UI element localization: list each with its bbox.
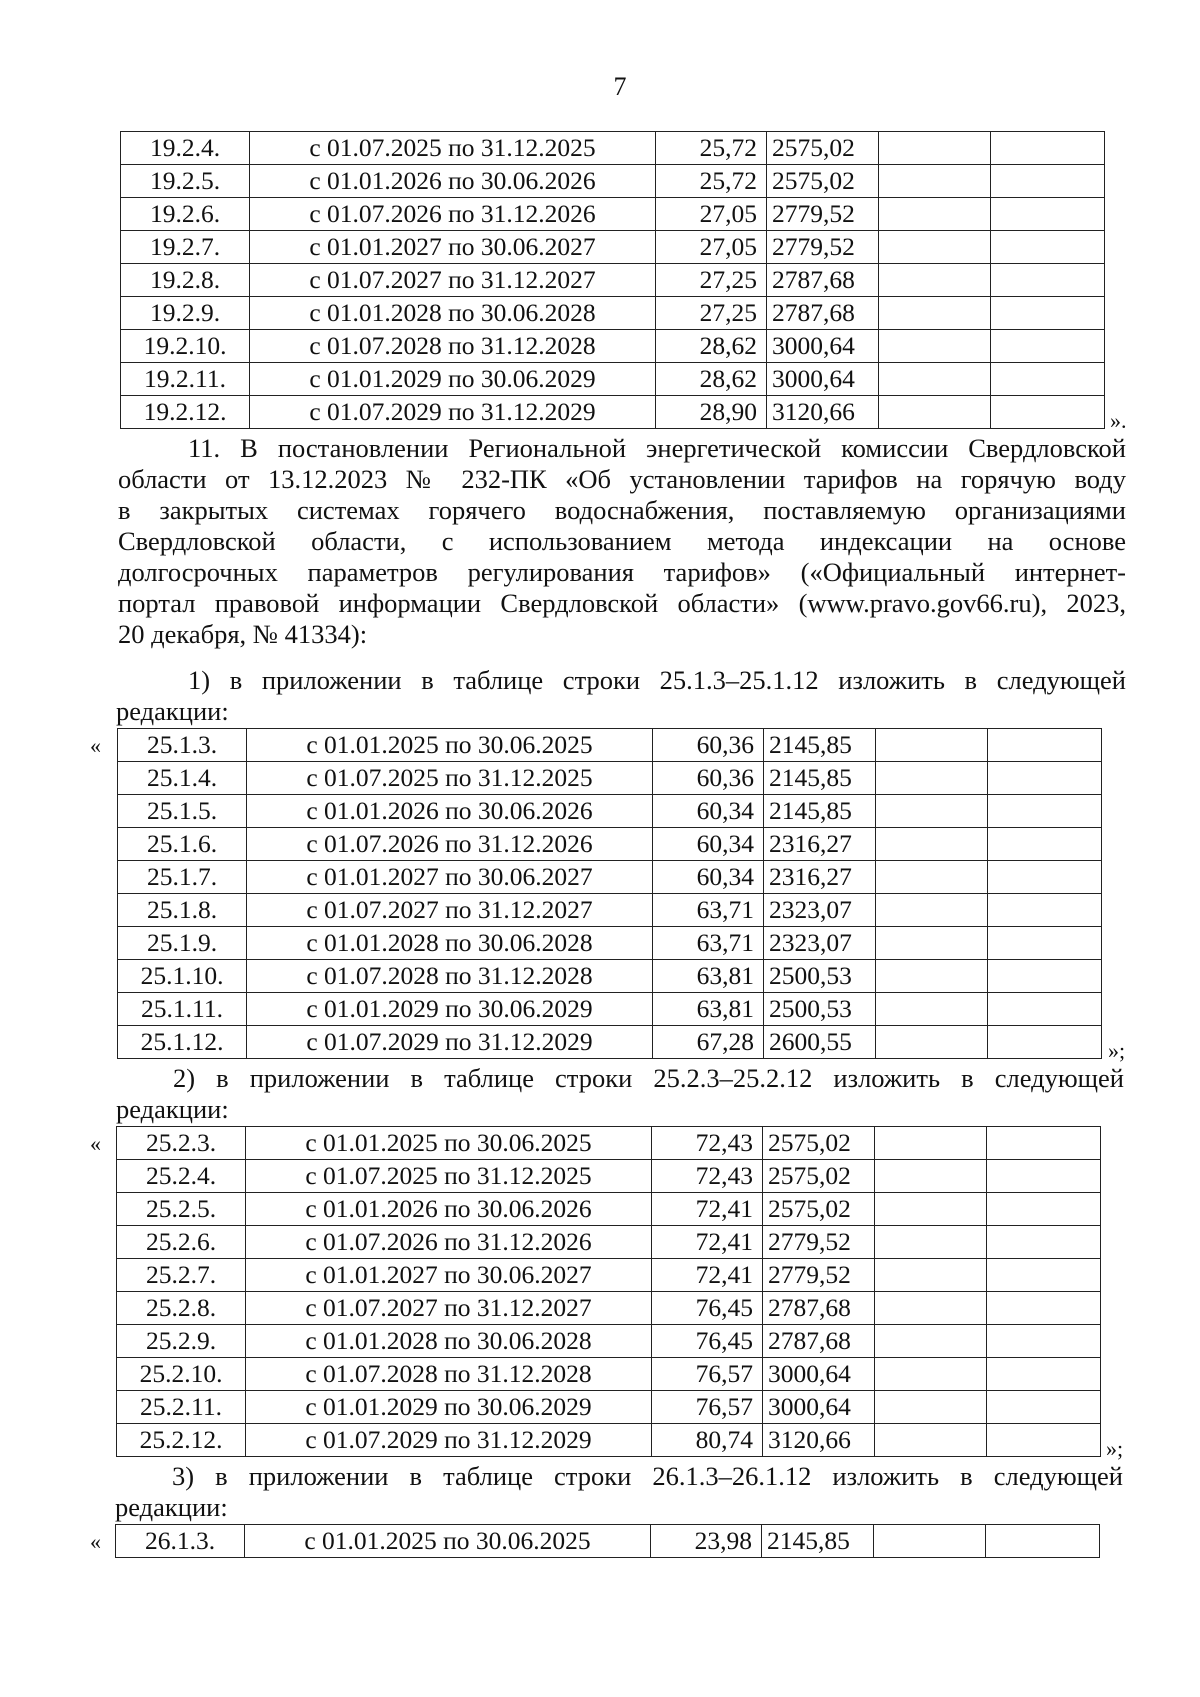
table-open-mark: « <box>90 733 101 758</box>
table-row <box>117 1226 1101 1259</box>
value-3-cell <box>879 297 991 330</box>
row-number-cell: 25.2.11. <box>117 1391 246 1424</box>
period-cell: с 01.07.2026 по 31.12.2026 <box>246 1226 652 1259</box>
value-4-cell <box>987 1358 1101 1391</box>
table-row <box>118 960 1102 993</box>
value-2-cell: 2787,68 <box>763 1325 875 1358</box>
table-row <box>117 1160 1101 1193</box>
value-4-cell <box>987 1193 1101 1226</box>
value-3-cell <box>876 960 988 993</box>
value-1-cell: 60,34 <box>653 828 764 861</box>
item-1-paragraph <box>118 665 1126 727</box>
value-1-cell: 72,41 <box>652 1193 763 1226</box>
value-4-cell <box>988 729 1102 762</box>
value-3-cell <box>876 762 988 795</box>
value-4-cell <box>986 1525 1100 1558</box>
period-cell: с 01.01.2029 по 30.06.2029 <box>247 993 653 1026</box>
value-1-cell: 60,34 <box>653 795 764 828</box>
value-3-cell <box>879 264 991 297</box>
value-2-cell: 2575,02 <box>763 1160 875 1193</box>
value-3-cell <box>875 1160 987 1193</box>
value-3-cell <box>875 1226 987 1259</box>
value-1-cell: 27,25 <box>656 264 767 297</box>
table-row <box>118 795 1102 828</box>
value-2-cell: 2779,52 <box>763 1259 875 1292</box>
section-11-line: 20 декабря, № 41334): <box>118 619 368 649</box>
row-number-cell: 19.2.5. <box>121 165 250 198</box>
value-2-cell: 2575,02 <box>767 132 879 165</box>
item-3-line: 3) в приложении в таблице строки 26.1.3–26.1.12 изложить в следующей <box>172 1461 1123 1491</box>
period-cell: с 01.01.2026 по 30.06.2026 <box>250 165 656 198</box>
value-3-cell <box>875 1391 987 1424</box>
period-cell: с 01.01.2027 по 30.06.2027 <box>246 1259 652 1292</box>
value-4-cell <box>987 1160 1101 1193</box>
value-2-cell: 3000,64 <box>767 363 879 396</box>
period-cell: с 01.07.2026 по 31.12.2026 <box>247 828 653 861</box>
value-4-cell <box>987 1127 1101 1160</box>
value-3-cell <box>876 993 988 1026</box>
value-1-cell: 63,81 <box>653 960 764 993</box>
period-cell: с 01.01.2029 по 30.06.2029 <box>250 363 656 396</box>
value-2-cell: 2316,27 <box>764 828 876 861</box>
value-3-cell <box>875 1424 987 1457</box>
value-3-cell <box>874 1525 986 1558</box>
value-3-cell <box>875 1259 987 1292</box>
value-3-cell <box>876 927 988 960</box>
table-row <box>121 330 1105 363</box>
page-number: 7 <box>613 72 627 101</box>
row-number-cell: 19.2.4. <box>121 132 250 165</box>
value-1-cell: 80,74 <box>652 1424 763 1457</box>
period-cell: с 01.01.2027 по 30.06.2027 <box>250 231 656 264</box>
period-cell: с 01.07.2028 по 31.12.2028 <box>247 960 653 993</box>
period-cell: с 01.07.2025 по 31.12.2025 <box>246 1160 652 1193</box>
table-row <box>117 1358 1101 1391</box>
value-1-cell: 25,72 <box>656 165 767 198</box>
row-number-cell: 25.2.6. <box>117 1226 246 1259</box>
value-4-cell <box>988 861 1102 894</box>
section-11-line: портал правовой информации Свердловской области» (www.pravo.gov66.ru), 2023, <box>118 588 1126 618</box>
tariff-table-25-1 <box>117 728 1102 1059</box>
value-1-cell: 63,71 <box>653 894 764 927</box>
section-11-line: долгосрочных параметров регулирования тарифов» («Официальный интернет- <box>118 557 1126 587</box>
value-2-cell: 2145,85 <box>764 762 876 795</box>
value-1-cell: 27,25 <box>656 297 767 330</box>
value-3-cell <box>876 795 988 828</box>
value-2-cell: 2575,02 <box>763 1193 875 1226</box>
table-close-mark: »; <box>1106 1436 1124 1461</box>
item-2-paragraph <box>116 1063 1124 1125</box>
row-number-cell: 25.1.3. <box>118 729 247 762</box>
value-4-cell <box>988 1026 1102 1059</box>
period-cell: с 01.07.2027 по 31.12.2027 <box>246 1292 652 1325</box>
value-1-cell: 60,34 <box>653 861 764 894</box>
table-close-mark: ». <box>1110 408 1127 433</box>
row-number-cell: 19.2.10. <box>121 330 250 363</box>
value-4-cell <box>987 1292 1101 1325</box>
row-number-cell: 25.2.7. <box>117 1259 246 1292</box>
period-cell: с 01.01.2025 по 30.06.2025 <box>245 1525 651 1558</box>
value-4-cell <box>991 363 1105 396</box>
value-1-cell: 27,05 <box>656 231 767 264</box>
period-cell: с 01.07.2029 по 31.12.2029 <box>247 1026 653 1059</box>
value-4-cell <box>987 1226 1101 1259</box>
row-number-cell: 25.2.4. <box>117 1160 246 1193</box>
value-3-cell <box>875 1358 987 1391</box>
row-number-cell: 19.2.6. <box>121 198 250 231</box>
value-4-cell <box>991 330 1105 363</box>
value-4-cell <box>988 993 1102 1026</box>
period-cell: с 01.07.2028 по 31.12.2028 <box>246 1358 652 1391</box>
value-4-cell <box>988 927 1102 960</box>
row-number-cell: 25.1.9. <box>118 927 247 960</box>
row-number-cell: 25.2.8. <box>117 1292 246 1325</box>
table-row <box>121 396 1105 429</box>
item-3-line: редакции: <box>115 1492 228 1522</box>
row-number-cell: 25.1.12. <box>118 1026 247 1059</box>
value-1-cell: 60,36 <box>653 729 764 762</box>
table-open-mark: « <box>90 1529 101 1554</box>
value-4-cell <box>987 1325 1101 1358</box>
table-row <box>118 927 1102 960</box>
value-4-cell <box>987 1391 1101 1424</box>
value-1-cell: 28,62 <box>656 330 767 363</box>
item-1-line: 1) в приложении в таблице строки 25.1.3–25.1.12 изложить в следующей <box>188 665 1126 695</box>
period-cell: с 01.07.2025 по 31.12.2025 <box>250 132 656 165</box>
row-number-cell: 25.2.9. <box>117 1325 246 1358</box>
period-cell: с 01.01.2025 по 30.06.2025 <box>247 729 653 762</box>
table-row <box>117 1259 1101 1292</box>
table-open-mark: « <box>90 1131 101 1156</box>
table-row <box>117 1424 1101 1457</box>
table-row <box>118 729 1102 762</box>
value-2-cell: 3120,66 <box>767 396 879 429</box>
value-3-cell <box>879 231 991 264</box>
table-row <box>118 828 1102 861</box>
value-4-cell <box>988 828 1102 861</box>
table-row <box>116 1525 1100 1558</box>
section-11-line: области от 13.12.2023 № 232-ПК «Об установлении тарифов на горячую воду <box>118 464 1126 494</box>
period-cell: с 01.07.2027 по 31.12.2027 <box>250 264 656 297</box>
value-4-cell <box>988 960 1102 993</box>
value-1-cell: 60,36 <box>653 762 764 795</box>
value-4-cell <box>988 894 1102 927</box>
value-1-cell: 72,41 <box>652 1259 763 1292</box>
value-1-cell: 76,45 <box>652 1292 763 1325</box>
value-2-cell: 2575,02 <box>763 1127 875 1160</box>
value-1-cell: 27,05 <box>656 198 767 231</box>
value-2-cell: 3000,64 <box>763 1391 875 1424</box>
value-2-cell: 2575,02 <box>767 165 879 198</box>
value-2-cell: 2323,07 <box>764 894 876 927</box>
value-1-cell: 25,72 <box>656 132 767 165</box>
period-cell: с 01.07.2027 по 31.12.2027 <box>247 894 653 927</box>
value-4-cell <box>988 795 1102 828</box>
value-3-cell <box>875 1325 987 1358</box>
value-2-cell: 2787,68 <box>767 297 879 330</box>
table-row <box>117 1127 1101 1160</box>
value-3-cell <box>879 132 991 165</box>
value-2-cell: 2316,27 <box>764 861 876 894</box>
table-row <box>117 1292 1101 1325</box>
item-2-line: 2) в приложении в таблице строки 25.2.3–25.2.12 изложить в следующей <box>173 1063 1124 1093</box>
row-number-cell: 25.2.5. <box>117 1193 246 1226</box>
value-2-cell: 2500,53 <box>764 960 876 993</box>
value-3-cell <box>876 828 988 861</box>
value-3-cell <box>876 1026 988 1059</box>
value-3-cell <box>876 729 988 762</box>
item-1-line: редакции: <box>116 696 229 726</box>
value-2-cell: 2779,52 <box>767 198 879 231</box>
period-cell: с 01.07.2029 по 31.12.2029 <box>250 396 656 429</box>
section-11-line: Свердловской области, с использованием метода индексации на основе <box>118 526 1126 556</box>
value-1-cell: 67,28 <box>653 1026 764 1059</box>
value-2-cell: 3120,66 <box>763 1424 875 1457</box>
row-number-cell: 25.1.11. <box>118 993 247 1026</box>
value-3-cell <box>879 363 991 396</box>
value-2-cell: 3000,64 <box>763 1358 875 1391</box>
value-1-cell: 63,71 <box>653 927 764 960</box>
table-row <box>121 231 1105 264</box>
value-1-cell: 28,62 <box>656 363 767 396</box>
value-2-cell: 2787,68 <box>763 1292 875 1325</box>
table-row <box>118 993 1102 1026</box>
row-number-cell: 25.2.12. <box>117 1424 246 1457</box>
row-number-cell: 25.1.5. <box>118 795 247 828</box>
value-4-cell <box>987 1259 1101 1292</box>
value-4-cell <box>991 165 1105 198</box>
period-cell: с 01.07.2026 по 31.12.2026 <box>250 198 656 231</box>
value-4-cell <box>988 762 1102 795</box>
value-2-cell: 2600,55 <box>764 1026 876 1059</box>
table-row <box>121 297 1105 330</box>
item-3-paragraph <box>115 1461 1123 1523</box>
value-3-cell <box>875 1193 987 1226</box>
value-1-cell: 72,43 <box>652 1127 763 1160</box>
table-row <box>118 861 1102 894</box>
table-row <box>118 1026 1102 1059</box>
value-2-cell: 2323,07 <box>764 927 876 960</box>
value-4-cell <box>991 396 1105 429</box>
period-cell: с 01.07.2029 по 31.12.2029 <box>246 1424 652 1457</box>
table-row <box>117 1391 1101 1424</box>
value-1-cell: 28,90 <box>656 396 767 429</box>
value-2-cell: 2500,53 <box>764 993 876 1026</box>
value-2-cell: 2145,85 <box>764 729 876 762</box>
table-row <box>117 1325 1101 1358</box>
value-2-cell: 2145,85 <box>764 795 876 828</box>
row-number-cell: 25.1.4. <box>118 762 247 795</box>
row-number-cell: 26.1.3. <box>116 1525 245 1558</box>
tariff-table-19-2 <box>120 131 1105 429</box>
period-cell: с 01.01.2028 по 30.06.2028 <box>246 1325 652 1358</box>
row-number-cell: 25.2.10. <box>117 1358 246 1391</box>
value-3-cell <box>879 330 991 363</box>
item-2-line: редакции: <box>116 1094 229 1124</box>
value-1-cell: 72,43 <box>652 1160 763 1193</box>
value-1-cell: 72,41 <box>652 1226 763 1259</box>
value-3-cell <box>876 894 988 927</box>
row-number-cell: 25.1.10. <box>118 960 247 993</box>
period-cell: с 01.07.2028 по 31.12.2028 <box>250 330 656 363</box>
tariff-table-25-2 <box>116 1126 1101 1457</box>
value-1-cell: 63,81 <box>653 993 764 1026</box>
table-row <box>121 264 1105 297</box>
value-4-cell <box>991 264 1105 297</box>
value-3-cell <box>879 198 991 231</box>
period-cell: с 01.07.2025 по 31.12.2025 <box>247 762 653 795</box>
period-cell: с 01.01.2028 по 30.06.2028 <box>250 297 656 330</box>
table-row <box>121 165 1105 198</box>
value-1-cell: 76,57 <box>652 1358 763 1391</box>
value-3-cell <box>879 165 991 198</box>
table-row <box>118 894 1102 927</box>
table-row <box>121 363 1105 396</box>
value-2-cell: 2145,85 <box>762 1525 874 1558</box>
value-1-cell: 76,45 <box>652 1325 763 1358</box>
row-number-cell: 25.1.6. <box>118 828 247 861</box>
value-1-cell: 76,57 <box>652 1391 763 1424</box>
value-3-cell <box>875 1292 987 1325</box>
value-2-cell: 2787,68 <box>767 264 879 297</box>
section-11-line: в закрытых системах горячего водоснабжения, поставляемую организациями <box>118 495 1126 525</box>
value-2-cell: 3000,64 <box>767 330 879 363</box>
row-number-cell: 25.1.8. <box>118 894 247 927</box>
period-cell: с 01.01.2026 по 30.06.2026 <box>246 1193 652 1226</box>
row-number-cell: 19.2.11. <box>121 363 250 396</box>
period-cell: с 01.01.2026 по 30.06.2026 <box>247 795 653 828</box>
table-row <box>121 132 1105 165</box>
table-close-mark: »; <box>1108 1038 1126 1063</box>
table-row <box>121 198 1105 231</box>
table-row <box>118 762 1102 795</box>
value-2-cell: 2779,52 <box>767 231 879 264</box>
row-number-cell: 19.2.12. <box>121 396 250 429</box>
value-2-cell: 2779,52 <box>763 1226 875 1259</box>
value-1-cell: 23,98 <box>651 1525 762 1558</box>
value-3-cell <box>876 861 988 894</box>
period-cell: с 01.01.2029 по 30.06.2029 <box>246 1391 652 1424</box>
row-number-cell: 25.2.3. <box>117 1127 246 1160</box>
period-cell: с 01.01.2027 по 30.06.2027 <box>247 861 653 894</box>
row-number-cell: 19.2.9. <box>121 297 250 330</box>
row-number-cell: 25.1.7. <box>118 861 247 894</box>
period-cell: с 01.01.2028 по 30.06.2028 <box>247 927 653 960</box>
row-number-cell: 19.2.7. <box>121 231 250 264</box>
row-number-cell: 19.2.8. <box>121 264 250 297</box>
section-11-paragraph <box>118 433 1126 650</box>
table-row <box>117 1193 1101 1226</box>
value-4-cell <box>991 198 1105 231</box>
value-4-cell <box>991 231 1105 264</box>
value-4-cell <box>991 132 1105 165</box>
value-4-cell <box>991 297 1105 330</box>
value-4-cell <box>987 1424 1101 1457</box>
value-3-cell <box>875 1127 987 1160</box>
tariff-table-26-1 <box>115 1524 1100 1558</box>
period-cell: с 01.01.2025 по 30.06.2025 <box>246 1127 652 1160</box>
value-3-cell <box>879 396 991 429</box>
section-11-line: 11. В постановлении Региональной энергетической комиссии Свердловской <box>188 433 1126 463</box>
